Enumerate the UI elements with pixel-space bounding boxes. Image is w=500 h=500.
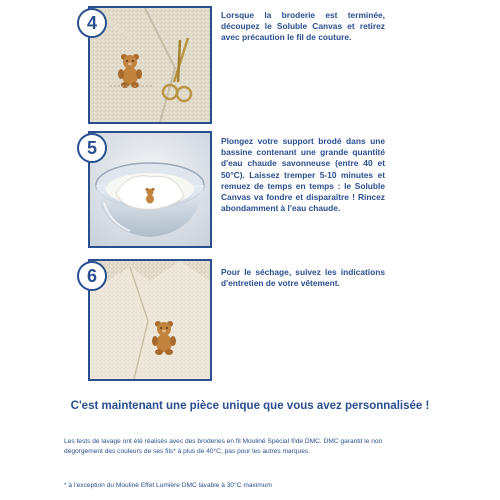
washing-note: Les tests de lavage ont été réalisés avec des broderies en fil Mouliné Spécial ®de DMC. DMC garantit le non dégorgement des couleurs de ses fils* à plus de 40°C, pas pour les autres marques. (64, 438, 383, 455)
step-5-text: Plongez votre support brodé dans une bassine contenant une grande quantité d'eau chaude savonneuse (entre 40 et 50°C). Laissez tremper 5-10 minutes et remuez de temps en temps : le Soluble Canvas va fondre et disparaître ! Rincez abondamment à l'eau chaude. (221, 136, 385, 214)
garment-scissors-image (90, 8, 210, 122)
glass-bowl-image (90, 133, 210, 246)
finished-garment-image (90, 261, 210, 379)
exception-note: * à l'exception du Mouliné Effet Lumière DMC lavable à 30°C maximum (64, 482, 272, 489)
step-number-badge: 4 (77, 8, 107, 38)
step-4-text: Lorsque la broderie est terminée, découpez le Soluble Canvas et retirez avec précaution le fil de couture. (221, 10, 385, 43)
step-number-badge: 6 (77, 261, 107, 291)
tagline: C'est maintenant une pièce unique que vous avez personnalisée ! (70, 400, 430, 412)
step-6-text: Pour le séchage, suivez les indications d'entretien de votre vêtement. (221, 267, 385, 289)
step-number-badge: 5 (77, 133, 107, 163)
